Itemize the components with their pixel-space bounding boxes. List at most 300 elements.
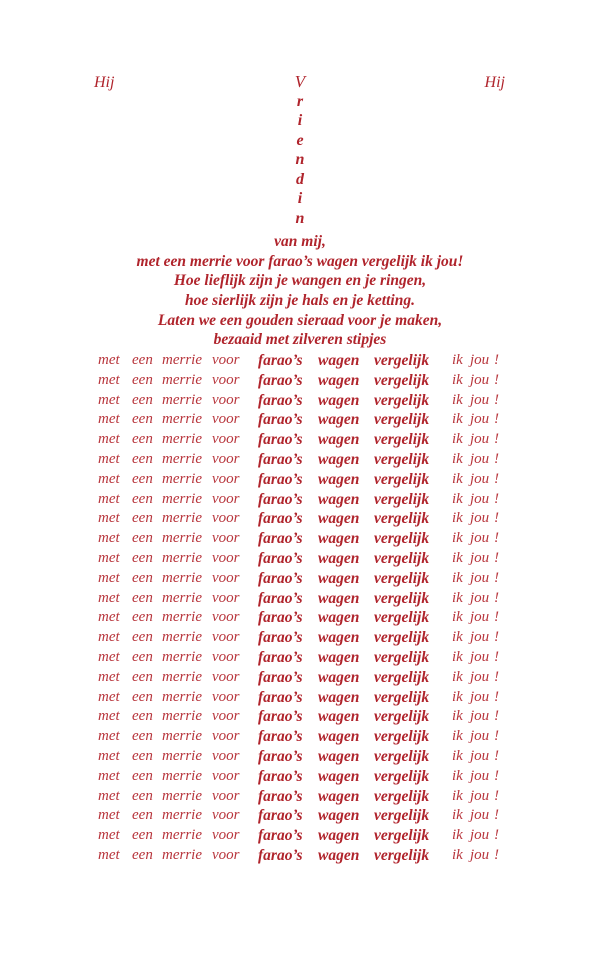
- refrain-word: vergelijk: [374, 827, 430, 845]
- refrain-word: met: [98, 609, 120, 626]
- refrain-word: farao’s: [258, 470, 303, 488]
- refrain-word: !: [494, 490, 499, 507]
- refrain-line: [0, 727, 600, 747]
- vertical-letter: n: [295, 209, 305, 227]
- refrain-word: voor: [212, 549, 240, 566]
- refrain-word: ik: [452, 807, 463, 824]
- refrain-word: !: [494, 371, 499, 388]
- refrain-line: [0, 529, 600, 549]
- refrain-line: [0, 787, 600, 807]
- refrain-line: [0, 371, 600, 391]
- refrain-word: merrie: [162, 846, 202, 863]
- refrain-word: vergelijk: [374, 450, 430, 468]
- refrain-word: ik: [452, 589, 463, 606]
- refrain-line: [0, 509, 600, 529]
- refrain-word: met: [98, 371, 120, 388]
- refrain-word: jou: [470, 352, 490, 368]
- refrain-word: jou: [470, 827, 490, 844]
- refrain-word: voor: [212, 530, 240, 547]
- refrain-word: jou: [470, 470, 490, 487]
- refrain-word: wagen: [318, 569, 360, 587]
- refrain-word: farao’s: [258, 827, 303, 845]
- refrain-word: met: [98, 490, 120, 507]
- refrain-word: een: [132, 352, 153, 368]
- refrain-word: een: [132, 450, 153, 467]
- refrain-word: merrie: [162, 747, 202, 764]
- refrain-word: merrie: [162, 510, 202, 527]
- refrain-word: voor: [212, 629, 240, 646]
- refrain-word: ik: [452, 530, 463, 547]
- refrain-word: vergelijk: [374, 629, 430, 647]
- refrain-word: !: [494, 827, 499, 844]
- refrain-word: vergelijk: [374, 747, 430, 765]
- refrain-word: een: [132, 668, 153, 685]
- refrain-word: vergelijk: [374, 807, 430, 825]
- refrain-word: met: [98, 668, 120, 685]
- refrain-word: voor: [212, 371, 240, 388]
- refrain-word: !: [494, 411, 499, 428]
- refrain-word: merrie: [162, 589, 202, 606]
- refrain-word: vergelijk: [374, 391, 430, 409]
- refrain-word: ik: [452, 569, 463, 586]
- refrain-word: wagen: [318, 431, 360, 449]
- refrain-word: jou: [470, 728, 490, 745]
- refrain-word: met: [98, 708, 120, 725]
- refrain-word: vergelijk: [374, 609, 430, 627]
- vertical-letter: i: [297, 190, 303, 207]
- vertical-letter: i: [297, 112, 303, 129]
- refrain-word: jou: [470, 371, 490, 388]
- refrain-word: voor: [212, 589, 240, 606]
- refrain-word: merrie: [162, 470, 202, 487]
- refrain-word: ik: [452, 747, 463, 764]
- refrain-word: een: [132, 827, 153, 844]
- refrain-word: farao’s: [258, 391, 303, 409]
- refrain-word: jou: [470, 391, 490, 408]
- refrain-word: met: [98, 569, 120, 586]
- refrain-word: voor: [212, 827, 240, 844]
- refrain-word: merrie: [162, 431, 202, 448]
- refrain-word: !: [494, 668, 499, 685]
- verse-block: [0, 232, 600, 350]
- refrain-word: !: [494, 549, 499, 566]
- refrain-word: jou: [470, 510, 490, 527]
- refrain-word: wagen: [318, 688, 360, 706]
- refrain-word: farao’s: [258, 411, 303, 429]
- refrain-word: jou: [470, 846, 490, 863]
- refrain-word: !: [494, 530, 499, 547]
- refrain-word: wagen: [318, 510, 360, 528]
- refrain-word: voor: [212, 846, 240, 863]
- refrain-line: [0, 747, 600, 767]
- refrain-word: met: [98, 629, 120, 646]
- refrain-word: farao’s: [258, 688, 303, 706]
- refrain-word: farao’s: [258, 549, 303, 567]
- refrain-word: wagen: [318, 530, 360, 548]
- refrain-line: [0, 767, 600, 787]
- refrain-word: ik: [452, 431, 463, 448]
- refrain-word: merrie: [162, 411, 202, 428]
- refrain-word: merrie: [162, 807, 202, 824]
- refrain-word: met: [98, 648, 120, 665]
- refrain-word: !: [494, 589, 499, 606]
- refrain-word: farao’s: [258, 648, 303, 666]
- refrain-word: !: [494, 846, 499, 863]
- refrain-word: vergelijk: [374, 688, 430, 706]
- refrain-line: [0, 826, 600, 846]
- refrain-word: farao’s: [258, 530, 303, 548]
- refrain-word: farao’s: [258, 747, 303, 765]
- refrain-word: een: [132, 371, 153, 388]
- refrain-word: met: [98, 510, 120, 527]
- refrain-word: voor: [212, 510, 240, 527]
- refrain-word: voor: [212, 668, 240, 685]
- refrain-word: wagen: [318, 747, 360, 765]
- refrain-word: een: [132, 549, 153, 566]
- refrain-line: [0, 707, 600, 727]
- refrain-word: een: [132, 787, 153, 804]
- refrain-word: !: [494, 391, 499, 408]
- refrain-word: wagen: [318, 470, 360, 488]
- refrain-word: merrie: [162, 530, 202, 547]
- refrain-word: een: [132, 846, 153, 863]
- vertical-letter: d: [296, 170, 304, 188]
- refrain-word: ik: [452, 827, 463, 844]
- refrain-word: een: [132, 708, 153, 725]
- refrain-word: wagen: [318, 549, 360, 567]
- refrain-word: met: [98, 688, 120, 705]
- refrain-word: !: [494, 629, 499, 646]
- refrain-word: farao’s: [258, 352, 303, 369]
- refrain-word: jou: [470, 431, 490, 448]
- refrain-word: farao’s: [258, 708, 303, 726]
- corner-label-right: Hij: [484, 74, 505, 91]
- refrain-word: ik: [452, 767, 463, 784]
- refrain-word: merrie: [162, 629, 202, 646]
- refrain-word: voor: [212, 411, 240, 428]
- refrain-line: [0, 569, 600, 589]
- refrain-word: jou: [470, 747, 490, 764]
- refrain-word: met: [98, 450, 120, 467]
- refrain-word: met: [98, 589, 120, 606]
- refrain-word: met: [98, 807, 120, 824]
- refrain-word: wagen: [318, 767, 360, 785]
- refrain-word: wagen: [318, 609, 360, 627]
- refrain-word: met: [98, 728, 120, 745]
- refrain-word: ik: [452, 629, 463, 646]
- vertical-letter: r: [296, 92, 304, 110]
- refrain-word: wagen: [318, 371, 360, 389]
- refrain-word: !: [494, 352, 499, 368]
- refrain-word: wagen: [318, 629, 360, 647]
- refrain-word: wagen: [318, 391, 360, 409]
- refrain-word: !: [494, 648, 499, 665]
- refrain-word: merrie: [162, 391, 202, 408]
- refrain-word: voor: [212, 767, 240, 784]
- refrain-word: een: [132, 411, 153, 428]
- refrain-word: farao’s: [258, 431, 303, 449]
- refrain-line: [0, 549, 600, 569]
- refrain-word: een: [132, 569, 153, 586]
- refrain-word: ik: [452, 510, 463, 527]
- refrain-line: [0, 668, 600, 688]
- vertical-letter: V: [294, 72, 306, 91]
- refrain-word: !: [494, 450, 499, 467]
- refrain-word: !: [494, 787, 499, 804]
- refrain-word: ik: [452, 352, 463, 368]
- refrain-word: een: [132, 767, 153, 784]
- refrain-word: ik: [452, 688, 463, 705]
- refrain-word: voor: [212, 569, 240, 586]
- refrain-word: vergelijk: [374, 549, 430, 567]
- refrain-word: merrie: [162, 648, 202, 665]
- refrain-word: wagen: [318, 589, 360, 607]
- refrain-line: [0, 628, 600, 648]
- refrain-word: farao’s: [258, 846, 303, 864]
- refrain-word: wagen: [318, 668, 360, 686]
- refrain-word: vergelijk: [374, 569, 430, 587]
- refrain-line: [0, 608, 600, 628]
- refrain-word: jou: [470, 530, 490, 547]
- refrain-word: met: [98, 470, 120, 487]
- refrain-word: een: [132, 807, 153, 824]
- refrain-word: met: [98, 411, 120, 428]
- refrain-word: voor: [212, 352, 240, 368]
- refrain-word: jou: [470, 549, 490, 566]
- refrain-word: ik: [452, 490, 463, 507]
- refrain-word: met: [98, 787, 120, 804]
- refrain-word: voor: [212, 470, 240, 487]
- refrain-word: vergelijk: [374, 787, 430, 805]
- refrain-word: voor: [212, 708, 240, 725]
- refrain-word: farao’s: [258, 787, 303, 805]
- refrain-word: voor: [212, 450, 240, 467]
- refrain-word: met: [98, 767, 120, 784]
- refrain-word: ik: [452, 371, 463, 388]
- refrain-word: merrie: [162, 787, 202, 804]
- refrain-line: [0, 391, 600, 411]
- refrain-word: jou: [470, 648, 490, 665]
- refrain-word: wagen: [318, 411, 360, 429]
- refrain-word: vergelijk: [374, 490, 430, 508]
- refrain-line: [0, 688, 600, 708]
- refrain-word: wagen: [318, 648, 360, 666]
- refrain-word: ik: [452, 549, 463, 566]
- refrain-word: farao’s: [258, 807, 303, 825]
- refrain-word: vergelijk: [374, 530, 430, 548]
- refrain-word: met: [98, 549, 120, 566]
- refrain-word: vergelijk: [374, 431, 430, 449]
- refrain-word: wagen: [318, 450, 360, 468]
- refrain-word: ik: [452, 411, 463, 428]
- refrain-word: farao’s: [258, 629, 303, 647]
- refrain-word: wagen: [318, 352, 360, 369]
- refrain-word: met: [98, 846, 120, 863]
- verse-line: hoe sierlijk zijn je hals en je ketting.: [185, 292, 415, 310]
- refrain-word: wagen: [318, 787, 360, 805]
- refrain-line: [0, 470, 600, 490]
- refrain-word: !: [494, 688, 499, 705]
- refrain-word: voor: [212, 807, 240, 824]
- refrain-word: een: [132, 490, 153, 507]
- refrain-word: merrie: [162, 708, 202, 725]
- refrain-word: ik: [452, 391, 463, 408]
- refrain-word: jou: [470, 589, 490, 606]
- refrain-word: een: [132, 688, 153, 705]
- refrain-word: vergelijk: [374, 589, 430, 607]
- refrain-word: !: [494, 510, 499, 527]
- refrain-line: [0, 490, 600, 510]
- refrain-word: !: [494, 747, 499, 764]
- vertical-word: [0, 72, 600, 228]
- refrain-word: wagen: [318, 728, 360, 746]
- refrain-word: !: [494, 728, 499, 745]
- verse-line: met een merrie voor farao’s wagen vergelijk ik jou!: [136, 252, 464, 270]
- refrain-word: ik: [452, 470, 463, 487]
- refrain-word: een: [132, 747, 153, 764]
- verse-line: Laten we een gouden sieraad voor je maken,: [157, 311, 443, 329]
- refrain-word: vergelijk: [374, 668, 430, 686]
- refrain-word: merrie: [162, 688, 202, 705]
- refrain-block: [0, 351, 600, 866]
- refrain-word: merrie: [162, 767, 202, 784]
- refrain-line: [0, 450, 600, 470]
- refrain-word: farao’s: [258, 609, 303, 627]
- refrain-word: vergelijk: [374, 767, 430, 785]
- refrain-word: een: [132, 391, 153, 408]
- refrain-word: jou: [470, 787, 490, 804]
- refrain-word: een: [132, 510, 153, 527]
- refrain-word: met: [98, 827, 120, 844]
- refrain-word: jou: [470, 450, 490, 467]
- refrain-word: !: [494, 767, 499, 784]
- refrain-word: voor: [212, 648, 240, 665]
- refrain-word: farao’s: [258, 767, 303, 785]
- refrain-word: vergelijk: [374, 648, 430, 666]
- refrain-word: wagen: [318, 807, 360, 825]
- refrain-word: vergelijk: [374, 846, 430, 864]
- refrain-word: een: [132, 609, 153, 626]
- refrain-word: vergelijk: [374, 728, 430, 746]
- refrain-word: vergelijk: [374, 371, 430, 389]
- refrain-word: ik: [452, 648, 463, 665]
- refrain-word: merrie: [162, 609, 202, 626]
- refrain-word: een: [132, 648, 153, 665]
- verse-line: Hoe lieflijk zijn je wangen en je ringen,: [173, 272, 427, 290]
- refrain-word: met: [98, 391, 120, 408]
- refrain-word: vergelijk: [374, 470, 430, 488]
- refrain-word: farao’s: [258, 510, 303, 528]
- refrain-word: farao’s: [258, 450, 303, 468]
- refrain-word: merrie: [162, 569, 202, 586]
- refrain-word: voor: [212, 609, 240, 626]
- refrain-word: !: [494, 431, 499, 448]
- refrain-word: ik: [452, 668, 463, 685]
- refrain-word: vergelijk: [374, 352, 430, 369]
- refrain-word: !: [494, 708, 499, 725]
- refrain-line: [0, 648, 600, 668]
- refrain-word: met: [98, 431, 120, 448]
- refrain-line: [0, 806, 600, 826]
- refrain-word: wagen: [318, 708, 360, 726]
- refrain-word: !: [494, 609, 499, 626]
- corner-label-left: Hij: [94, 74, 115, 91]
- verse-line: bezaaid met zilveren stipjes: [213, 331, 387, 349]
- refrain-word: vergelijk: [374, 510, 430, 528]
- refrain-word: een: [132, 431, 153, 448]
- refrain-word: farao’s: [258, 668, 303, 686]
- refrain-word: !: [494, 807, 499, 824]
- refrain-word: farao’s: [258, 589, 303, 607]
- refrain-word: vergelijk: [374, 708, 430, 726]
- refrain-word: met: [98, 530, 120, 547]
- refrain-word: merrie: [162, 450, 202, 467]
- refrain-word: jou: [470, 708, 490, 725]
- refrain-word: een: [132, 470, 153, 487]
- refrain-word: jou: [470, 411, 490, 428]
- refrain-word: wagen: [318, 827, 360, 845]
- refrain-word: voor: [212, 490, 240, 507]
- refrain-word: jou: [470, 629, 490, 646]
- refrain-word: ik: [452, 728, 463, 745]
- refrain-line: [0, 410, 600, 430]
- refrain-word: jou: [470, 767, 490, 784]
- refrain-word: ik: [452, 708, 463, 725]
- refrain-word: jou: [470, 688, 490, 705]
- refrain-word: een: [132, 530, 153, 547]
- refrain-word: vergelijk: [374, 411, 430, 429]
- refrain-word: jou: [470, 668, 490, 685]
- refrain-word: met: [98, 747, 120, 764]
- vertical-letter: n: [295, 151, 305, 168]
- refrain-word: een: [132, 589, 153, 606]
- refrain-word: een: [132, 629, 153, 646]
- refrain-word: farao’s: [258, 371, 303, 389]
- refrain-word: met: [98, 352, 120, 368]
- refrain-word: merrie: [162, 668, 202, 685]
- refrain-word: ik: [452, 609, 463, 626]
- refrain-line: [0, 846, 600, 866]
- verse-line: van mij,: [274, 233, 326, 250]
- refrain-word: jou: [470, 490, 490, 507]
- refrain-word: farao’s: [258, 728, 303, 746]
- refrain-word: ik: [452, 846, 463, 863]
- refrain-word: voor: [212, 787, 240, 804]
- refrain-word: voor: [212, 688, 240, 705]
- refrain-word: !: [494, 470, 499, 487]
- refrain-line: [0, 430, 600, 450]
- refrain-word: voor: [212, 747, 240, 764]
- refrain-word: merrie: [162, 352, 202, 368]
- refrain-word: merrie: [162, 490, 202, 507]
- refrain-word: ik: [452, 787, 463, 804]
- refrain-line: [0, 589, 600, 609]
- refrain-word: wagen: [318, 846, 360, 864]
- refrain-word: voor: [212, 391, 240, 408]
- refrain-word: !: [494, 569, 499, 586]
- refrain-word: voor: [212, 728, 240, 745]
- refrain-word: jou: [470, 569, 490, 586]
- vertical-letter: e: [296, 131, 304, 149]
- refrain-word: merrie: [162, 827, 202, 844]
- refrain-word: jou: [470, 807, 490, 824]
- refrain-word: merrie: [162, 549, 202, 566]
- refrain-word: farao’s: [258, 490, 303, 508]
- refrain-word: jou: [470, 609, 490, 626]
- refrain-word: merrie: [162, 728, 202, 745]
- refrain-word: ik: [452, 450, 463, 467]
- refrain-word: farao’s: [258, 569, 303, 587]
